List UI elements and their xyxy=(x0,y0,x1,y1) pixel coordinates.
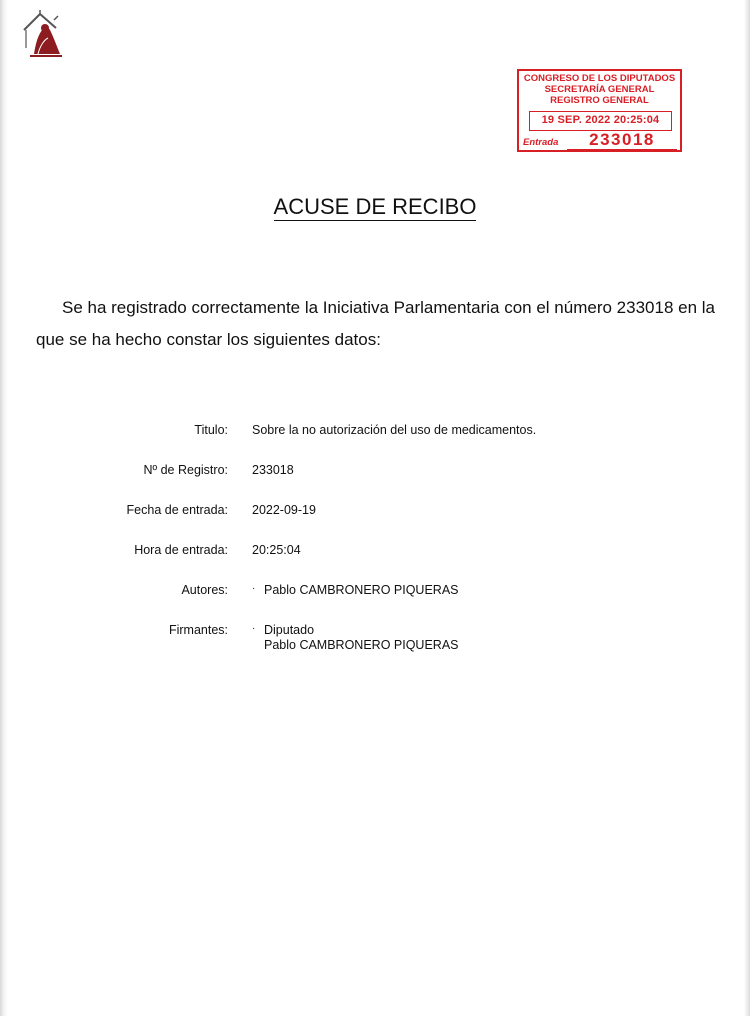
stamp-line-registro: REGISTRO GENERAL xyxy=(550,95,649,106)
field-value-fecha: 2022-09-19 xyxy=(252,503,316,517)
field-label-registro: Nº de Registro: xyxy=(143,463,228,477)
stamp-entry-number: 233018 xyxy=(567,131,677,150)
stamp-entry-label: Entrada xyxy=(523,137,559,148)
field-label-titulo: Titulo: xyxy=(194,423,228,437)
intro-paragraph: Se ha registrado correctamente la Iniciativa Parlamentaria con el número 233018 en la que se ha hecho constar los siguientes datos: xyxy=(36,298,715,349)
field-value-registro: 233018 xyxy=(252,463,294,477)
congreso-logo-icon xyxy=(20,8,66,60)
field-value-firmantes-nombre: Pablo CAMBRONERO PIQUERAS xyxy=(264,638,459,652)
document-title-wrap xyxy=(0,194,750,220)
bullet-icon: · xyxy=(252,623,256,634)
field-label-autores: Autores: xyxy=(181,583,228,597)
field-value-hora: 20:25:04 xyxy=(252,543,301,557)
field-value-autores: Pablo CAMBRONERO PIQUERAS xyxy=(264,583,459,597)
bullet-icon: · xyxy=(252,583,256,594)
field-value-firmantes-cargo: Diputado xyxy=(264,623,315,637)
page-edge-shadow-right xyxy=(744,0,750,1016)
document-title: ACUSE DE RECIBO xyxy=(273,194,477,219)
field-label-fecha: Fecha de entrada: xyxy=(126,503,228,517)
field-label-hora: Hora de entrada: xyxy=(134,543,228,557)
stamp-line-congreso: CONGRESO DE LOS DIPUTADOS xyxy=(523,73,676,84)
field-value-titulo: Sobre la no autorización del uso de medicamentos. xyxy=(252,423,537,437)
stamp-datetime: 19 SEP. 2022 20:25:04 xyxy=(529,111,672,131)
page-edge-shadow xyxy=(0,0,8,1016)
field-label-firmantes: Firmantes: xyxy=(168,623,228,637)
intro-paragraph-wrap xyxy=(36,292,726,356)
stamp-line-secretaria: SECRETARÍA GENERAL xyxy=(544,84,655,95)
registry-stamp xyxy=(517,69,682,152)
